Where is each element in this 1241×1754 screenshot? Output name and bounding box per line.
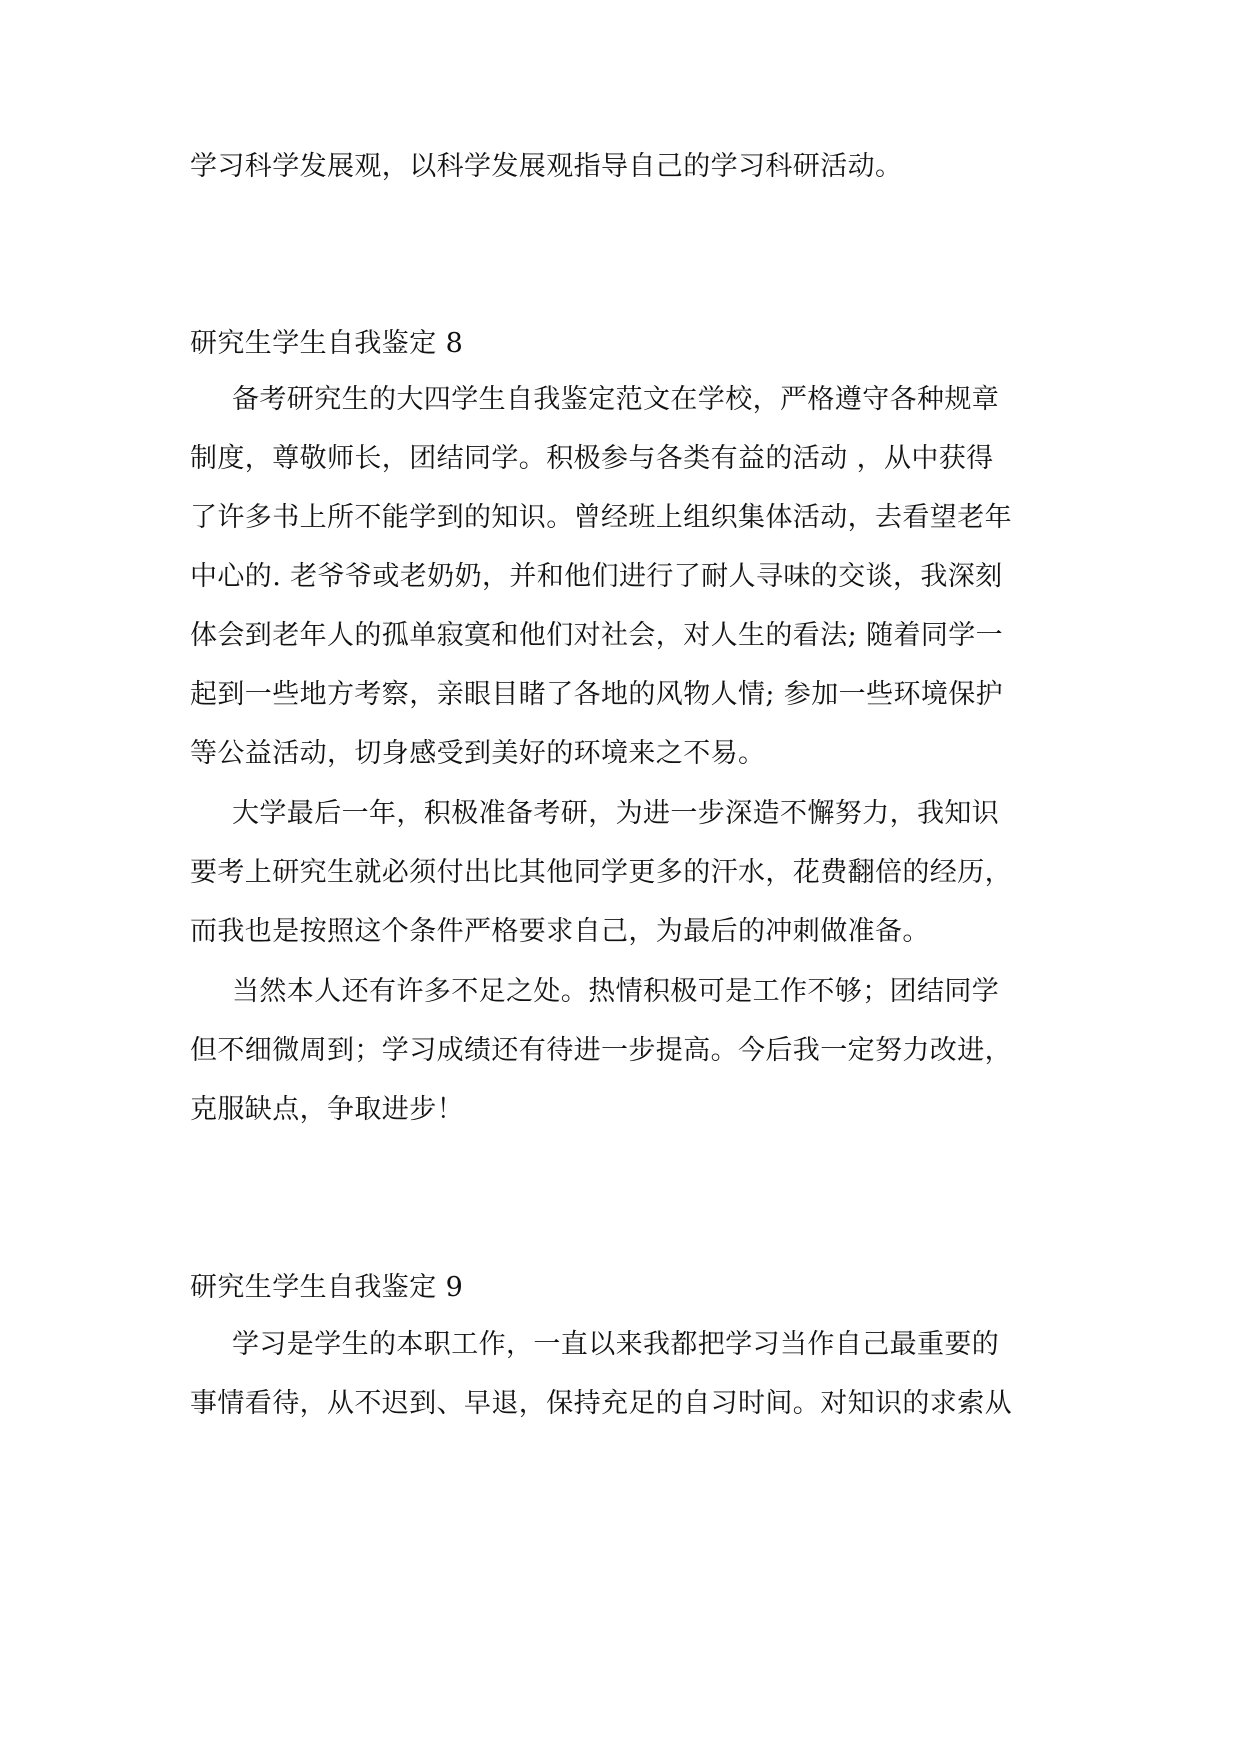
section-8-para1-line: 备考研究生的大四学生自我鉴定范文在学校，严格遵守各种规章 — [232, 384, 1000, 415]
section-8-para1-line: 等公益活动，切身感受到美好的环境来之不易。 — [190, 738, 766, 769]
section-8-para2-line: 要考上研究生就必须付出比其他同学更多的汗水，花费翻倍的经历， — [190, 857, 1012, 888]
section-8-para1-line: 了许多书上所不能学到的知识。曾经班上组织集体活动，去看望老年 — [190, 502, 1012, 533]
section-8-para3-line: 但不细微周到；学习成绩还有待进一步提高。今后我一定努力改进， — [190, 1035, 1012, 1066]
section-9-para1-line: 学习是学生的本职工作，一直以来我都把学习当作自己最重要的 — [232, 1329, 1000, 1360]
section-8-para3-line: 克服缺点，争取进步！ — [190, 1094, 464, 1125]
section-8-para1-line: 中心的. 老爷爷或老奶奶，并和他们进行了耐人寻味的交谈，我深刻 — [190, 561, 1003, 592]
section-9-para1-line: 事情看待，从不迟到、早退，保持充足的自习时间。对知识的求索从 — [190, 1388, 1012, 1419]
section-8-para2-line: 大学最后一年，积极准备考研，为进一步深造不懈努力，我知识 — [232, 798, 1000, 829]
section-8-para3-line: 当然本人还有许多不足之处。热情积极可是工作不够；团结同学 — [232, 976, 1000, 1007]
section-8-heading: 研究生学生自我鉴定 8 — [190, 328, 464, 359]
section-9-heading: 研究生学生自我鉴定 9 — [190, 1272, 464, 1303]
section-8-para2-line: 而我也是按照这个条件严格要求自己，为最后的冲刺做准备。 — [190, 916, 930, 947]
section-8-para1-line: 起到一些地方考察，亲眼目睹了各地的风物人情; 参加一些环境保护 — [190, 679, 1004, 710]
section-8-para1-line: 制度，尊敬师长，团结同学。积极参与各类有益的活动 ，从中获得 — [190, 443, 994, 474]
intro-line: 学习科学发展观，以科学发展观指导自己的学习科研活动。 — [190, 151, 903, 182]
section-8-para1-line: 体会到老年人的孤单寂寞和他们对社会，对人生的看法; 随着同学一 — [190, 620, 1004, 651]
